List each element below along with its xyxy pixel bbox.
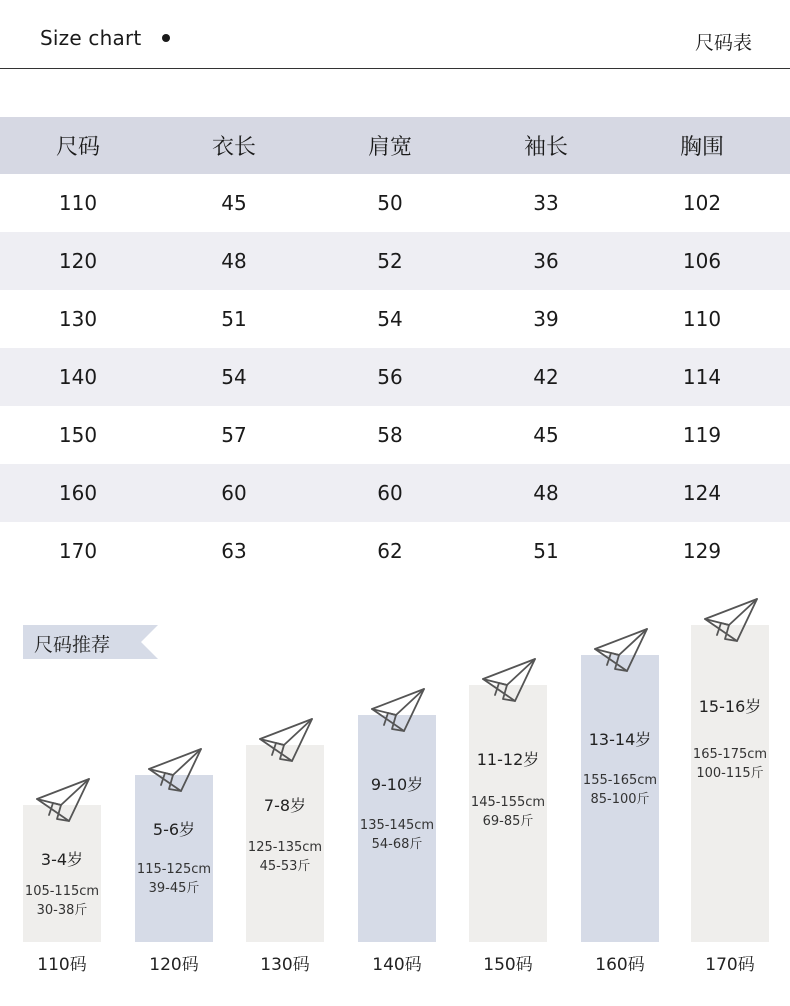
height-weight (685, 745, 775, 783)
height-range: 145-155cm (470, 795, 546, 810)
paper-plane-icon (479, 655, 539, 707)
height-range: 165-175cm (692, 747, 768, 762)
table-cell: 54 (221, 365, 247, 389)
weight-range: 54-68斤 (371, 837, 423, 852)
weight-range: 85-100斤 (590, 792, 650, 807)
height-weight (17, 882, 107, 920)
age-range: 5-6岁 (152, 820, 196, 839)
height-weight (463, 793, 553, 831)
page-header (0, 0, 790, 69)
height-weight (352, 816, 442, 854)
table-cell: 33 (533, 191, 559, 215)
size-bar (469, 685, 547, 942)
header-right-label: 尺码表 (694, 32, 752, 54)
table-cell: 36 (533, 249, 559, 273)
table-cell: 58 (377, 423, 403, 447)
size-label: 170码 (705, 955, 755, 975)
table-cell: 45 (221, 191, 247, 215)
table-cell: 39 (533, 307, 559, 331)
height-weight (575, 771, 665, 809)
height-weight (240, 838, 330, 876)
size-label: 120码 (149, 955, 199, 975)
height-range: 135-145cm (359, 818, 435, 833)
table-row (0, 464, 790, 522)
recommend-tag (23, 625, 158, 659)
size-bar (581, 655, 659, 942)
weight-range: 39-45斤 (148, 881, 200, 896)
size-label: 110码 (37, 955, 87, 975)
column-header: 肩宽 (367, 135, 412, 160)
table-cell: 48 (533, 481, 559, 505)
bullet-dot-icon (162, 34, 170, 42)
table-cell: 170 (58, 539, 98, 563)
table-cell: 130 (58, 307, 98, 331)
table-cell: 119 (682, 423, 722, 447)
size-bar (135, 775, 213, 942)
table-cell: 110 (58, 191, 98, 215)
height-range: 155-165cm (582, 773, 658, 788)
size-bar (246, 745, 324, 942)
size-table (0, 117, 790, 580)
paper-plane-icon (145, 745, 205, 797)
size-label: 130码 (260, 955, 310, 975)
column-header: 尺码 (55, 135, 100, 160)
table-cell: 50 (377, 191, 403, 215)
table-cell: 51 (533, 539, 559, 563)
table-cell: 54 (377, 307, 403, 331)
age-range: 3-4岁 (40, 850, 84, 869)
age-range: 7-8岁 (263, 796, 307, 815)
paper-plane-icon (33, 775, 93, 827)
height-range: 115-125cm (136, 862, 212, 877)
table-cell: 42 (533, 365, 559, 389)
table-cell: 110 (682, 307, 722, 331)
weight-range: 30-38斤 (36, 903, 88, 918)
height-weight (129, 860, 219, 898)
table-cell: 60 (377, 481, 403, 505)
table-cell: 114 (682, 365, 722, 389)
table-cell: 62 (377, 539, 403, 563)
paper-plane-icon (256, 715, 316, 767)
paper-plane-icon (701, 595, 761, 647)
age-range: 15-16岁 (698, 697, 762, 716)
table-header-row (0, 117, 790, 174)
weight-range: 69-85斤 (482, 814, 534, 829)
size-label: 140码 (372, 955, 422, 975)
height-range: 125-135cm (247, 840, 323, 855)
table-cell: 106 (682, 249, 722, 273)
age-range: 9-10岁 (370, 775, 424, 794)
table-cell: 48 (221, 249, 247, 273)
table-row (0, 348, 790, 406)
table-row (0, 406, 790, 464)
size-label: 150码 (483, 955, 533, 975)
height-range: 105-115cm (24, 884, 100, 899)
size-bar (691, 625, 769, 942)
paper-plane-icon (368, 685, 428, 737)
table-row (0, 522, 790, 580)
table-cell: 160 (58, 481, 98, 505)
table-cell: 140 (58, 365, 98, 389)
table-cell: 51 (221, 307, 247, 331)
table-row (0, 232, 790, 290)
paper-plane-icon (591, 625, 651, 677)
table-cell: 56 (377, 365, 403, 389)
table-cell: 52 (377, 249, 403, 273)
table-cell: 102 (682, 191, 722, 215)
table-cell: 57 (221, 423, 247, 447)
age-range: 11-12岁 (476, 750, 540, 769)
size-bar (358, 715, 436, 942)
weight-range: 100-115斤 (696, 766, 764, 781)
age-range: 13-14岁 (588, 730, 652, 749)
page-title: Size chart (40, 26, 142, 50)
recommend-label: 尺码推荐 (34, 634, 111, 656)
table-cell: 45 (533, 423, 559, 447)
table-row (0, 174, 790, 232)
table-cell: 60 (221, 481, 247, 505)
table-cell: 63 (221, 539, 247, 563)
column-header: 袖长 (523, 135, 568, 160)
weight-range: 45-53斤 (259, 859, 311, 874)
table-cell: 150 (58, 423, 98, 447)
table-cell: 124 (682, 481, 722, 505)
column-header: 衣长 (211, 135, 256, 160)
table-cell: 129 (682, 539, 722, 563)
column-header: 胸围 (679, 135, 724, 160)
table-row (0, 290, 790, 348)
table-cell: 120 (58, 249, 98, 273)
size-label: 160码 (595, 955, 645, 975)
